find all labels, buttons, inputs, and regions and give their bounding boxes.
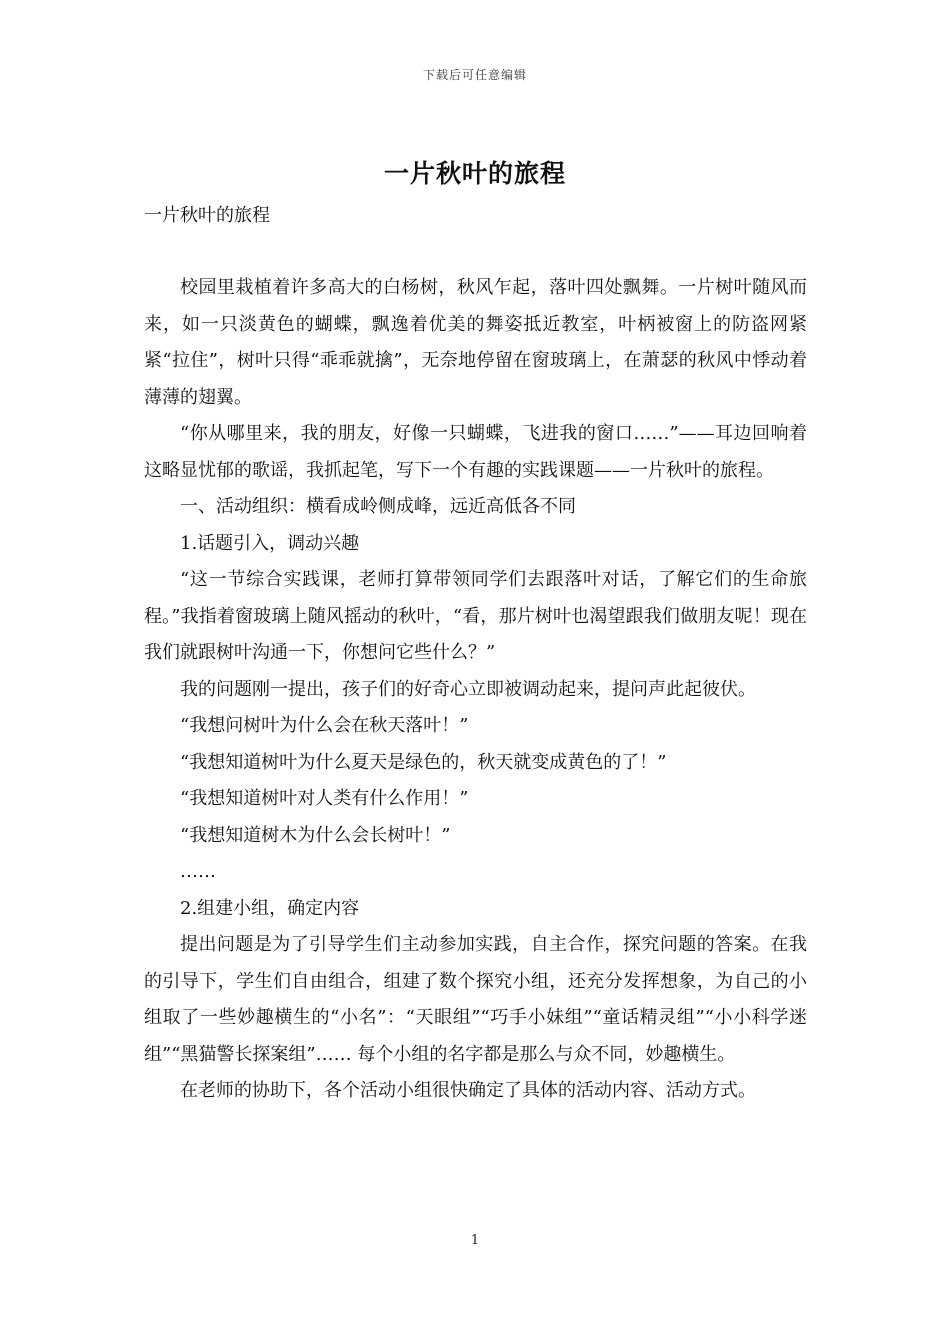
paragraph: “这一节综合实践课，老师打算带领同学们去跟落叶对话，了解它们的生命旅程。”我指着窗玻璃上随风摇动的秋叶，“看，那片树叶也渴望跟我们做朋友呢！现在我们就跟树叶沟通一下，你想问它些什么？” (144, 569, 807, 663)
document-body (144, 270, 807, 1110)
quote-line: “我想知道树叶为什么夏天是绿色的，秋天就变成黄色的了！” (180, 751, 667, 773)
document-title: 一片秋叶的旅程 (383, 159, 566, 188)
subsection-heading: 1.话题引入，调动兴趣 (180, 532, 360, 554)
paragraph: 在老师的协助下，各个活动小组很快确定了具体的活动内容、活动方式。 (180, 1080, 756, 1101)
paragraph: 校园里栽植着许多高大的白杨树，秋风乍起，落叶四处飘舞。一片树叶随风而来，如一只淡黄色的蝴蝶，飘逸着优美的舞姿抵近教室，叶柄被窗上的防盗网紧紧“拉住”，树叶只得“乖乖就擒”，无奈地停留在窗玻璃上，在萧瑟的秋风中悸动着薄薄的翅翼。 (144, 277, 807, 408)
header-note: 下载后可任意编辑 (422, 68, 527, 82)
page-number: 1 (470, 1233, 480, 1248)
section-heading: 一、活动组织：横看成岭侧成峰，远近高低各不同 (180, 496, 576, 517)
quote-line: “我想问树叶为什么会在秋天落叶！” (180, 715, 469, 736)
paragraph: 提出问题是为了引导学生们主动参加实践，自主合作，探究问题的答案。在我的引导下，学生们自由组合，组建了数个探究小组，还充分发挥想象，为自己的小组取了一些妙趣横生的“小名”：“天眼组”“巧手小妹组”“童话精灵组”“小小科学迷组”“黑猫警长探案组”…… 每个小组的名字都是那么与众不同，妙趣横生。 (144, 934, 807, 1065)
quote-line: “我想知道树叶对人类有什么作用！” (180, 788, 469, 809)
paragraph: 我的问题刚一提出，孩子们的好奇心立即被调动起来，提问声此起彼伏。 (180, 678, 756, 700)
quote-line: “我想知道树木为什么会长树叶！” (180, 824, 451, 846)
ellipsis-line: …… (180, 861, 216, 882)
document-subtitle: 一片秋叶的旅程 (144, 205, 270, 226)
subsection-heading: 2.组建小组，确定内容 (180, 897, 360, 919)
paragraph: “你从哪里来，我的朋友，好像一只蝴蝶，飞进我的窗口……”——耳边回响着这略显忧郁的歌谣，我抓起笔，写下一个有趣的实践课题——一片秋叶的旅程。 (144, 423, 807, 481)
